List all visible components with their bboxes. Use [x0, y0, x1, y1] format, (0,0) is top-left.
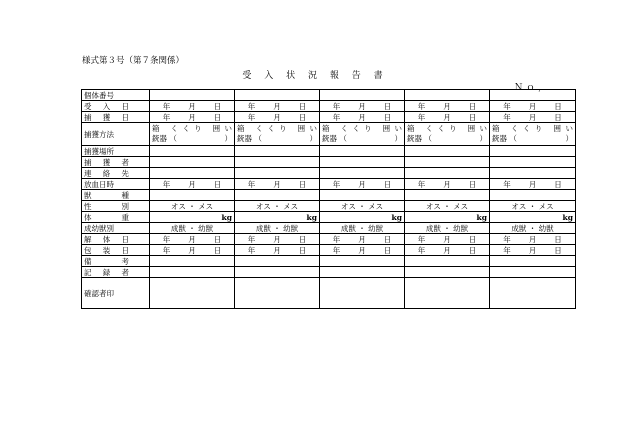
date-day-label: 日: [383, 179, 392, 189]
cell-captured-5[interactable]: [490, 112, 576, 123]
cell-species-5[interactable]: [490, 190, 576, 201]
cell-bleeding-2[interactable]: [235, 179, 320, 190]
cell-sex-3[interactable]: [320, 201, 405, 212]
cell-place-3[interactable]: [320, 146, 405, 157]
cell-sex-2[interactable]: [235, 201, 320, 212]
cell-dismantle-5[interactable]: [490, 234, 576, 245]
cell-sex-5[interactable]: [490, 201, 576, 212]
date-year-label: 年: [332, 101, 341, 111]
date-year-label: 年: [162, 179, 171, 189]
method-gun-line: [152, 134, 232, 144]
date-month-label: 月: [188, 112, 196, 122]
cell-capturer-3[interactable]: [320, 157, 405, 168]
cell-remarks-4[interactable]: [405, 256, 490, 267]
cell-contact-2[interactable]: [235, 168, 320, 179]
cell-confirm-1[interactable]: [150, 278, 235, 309]
method-gun-label: 銃器 （: [407, 134, 432, 143]
sex-options: オス ・ メス: [340, 201, 384, 211]
row-label-packed: 包装日: [82, 245, 150, 256]
date-day-label: 日: [383, 101, 392, 111]
method-gun-close: ）: [309, 134, 317, 143]
date-month-label: 月: [273, 101, 281, 111]
cell-age-4[interactable]: [405, 223, 490, 234]
method-options: 箱 くくり 囲い: [237, 124, 317, 133]
cell-dismantle-1[interactable]: [150, 234, 235, 245]
method-gun-label: 銃器 （: [492, 134, 517, 143]
date-year-label: 年: [247, 179, 256, 189]
date-day-label: 日: [554, 101, 562, 111]
date-month-label: 月: [443, 234, 451, 244]
row-label-received: 受入日: [82, 101, 150, 112]
cell-sex-4[interactable]: [405, 201, 490, 212]
method-gun-line: [237, 134, 317, 144]
cell-remarks-5[interactable]: [490, 256, 576, 267]
cell-packed-4[interactable]: [405, 245, 490, 256]
row-label-age: 成幼獣別: [82, 223, 150, 234]
date-day-label: 日: [298, 245, 307, 255]
date-month-label: 月: [528, 179, 537, 189]
row-label-contact: 連絡先: [82, 168, 150, 179]
method-options: 箱 くくり 囲い: [407, 124, 487, 133]
table-row-weight: [82, 212, 576, 223]
report-table: [81, 89, 576, 309]
cell-dismantle-2[interactable]: [235, 234, 320, 245]
cell-recorder-1[interactable]: [150, 267, 235, 278]
date-month-label: 月: [273, 234, 281, 244]
cell-captured-4[interactable]: [405, 112, 490, 123]
date-year-label: 年: [417, 179, 426, 189]
method-options: 箱 くくり 囲い: [322, 124, 402, 133]
cell-captured-2[interactable]: [235, 112, 320, 123]
table-row-method: [82, 123, 576, 146]
table-row-received: [82, 101, 576, 112]
cell-received-2[interactable]: [235, 101, 320, 112]
cell-recorder-3[interactable]: [320, 267, 405, 278]
cell-confirm-4[interactable]: [405, 278, 490, 309]
cell-weight-5[interactable]: [490, 212, 576, 223]
date-day-label: 日: [298, 179, 307, 189]
age-options: 成獣 ・ 幼獣: [425, 223, 469, 233]
date-day-label: 日: [383, 245, 392, 255]
row-label-recorder: 記録者: [82, 267, 150, 278]
table-row-id: [82, 90, 576, 101]
cell-age-5[interactable]: [490, 223, 576, 234]
age-options: 成獣 ・ 幼獣: [340, 223, 384, 233]
date-month-label: 月: [358, 234, 366, 244]
cell-weight-3[interactable]: [320, 212, 405, 223]
date-year-label: 年: [247, 112, 256, 122]
cell-packed-5[interactable]: [490, 245, 576, 256]
date-year-label: 年: [417, 234, 426, 244]
cell-recorder-2[interactable]: [235, 267, 320, 278]
cell-capturer-2[interactable]: [235, 157, 320, 168]
date-year-label: 年: [247, 101, 256, 111]
cell-age-3[interactable]: [320, 223, 405, 234]
date-year-label: 年: [332, 112, 341, 122]
date-day-label: 日: [213, 179, 222, 189]
cell-confirm-2[interactable]: [235, 278, 320, 309]
weight-unit: kg: [391, 212, 402, 222]
cell-received-3[interactable]: [320, 101, 405, 112]
cell-received-5[interactable]: [490, 101, 576, 112]
date-month-label: 月: [188, 101, 196, 111]
method-gun-close: ）: [394, 134, 402, 143]
cell-capturer-4[interactable]: [405, 157, 490, 168]
cell-bleeding-5[interactable]: [490, 179, 576, 190]
cell-packed-3[interactable]: [320, 245, 405, 256]
cell-sex-1[interactable]: [150, 201, 235, 212]
cell-packed-2[interactable]: [235, 245, 320, 256]
row-label-dismantle: 解体日: [82, 234, 150, 245]
cell-bleeding-3[interactable]: [320, 179, 405, 190]
date-month-label: 月: [273, 245, 281, 255]
table-row-sex: [82, 201, 576, 212]
cell-age-1[interactable]: [150, 223, 235, 234]
date-year-label: 年: [503, 112, 511, 122]
date-day-label: 日: [383, 112, 392, 122]
date-year-label: 年: [332, 245, 341, 255]
cell-place-1[interactable]: [150, 146, 235, 157]
row-label-confirm: 確認者印: [82, 278, 150, 309]
date-day-label: 日: [554, 112, 562, 122]
date-year-label: 年: [417, 245, 426, 255]
date-day-label: 日: [383, 234, 392, 244]
cell-method-4[interactable]: [405, 123, 490, 146]
date-day-label: 日: [213, 101, 222, 111]
page-title: 受 入 状 況 報 告 書: [242, 71, 388, 81]
method-options: 箱 くくり 囲い: [152, 124, 232, 133]
row-label-id: 個体番号: [82, 90, 150, 101]
date-month-label: 月: [528, 234, 537, 244]
cell-place-2[interactable]: [235, 146, 320, 157]
date-day-label: 日: [298, 112, 307, 122]
date-month-label: 月: [273, 112, 281, 122]
cell-id-5[interactable]: [490, 90, 576, 101]
table-row-age: [82, 223, 576, 234]
sex-options: オス ・ メス: [425, 201, 469, 211]
date-year-label: 年: [503, 245, 511, 255]
sex-options: オス ・ メス: [170, 201, 214, 211]
cell-captured-3[interactable]: [320, 112, 405, 123]
row-label-place: 捕獲場所: [82, 146, 150, 157]
table-row-recorder: [82, 267, 576, 278]
age-options: 成獣 ・ 幼獣: [511, 223, 554, 233]
weight-unit: kg: [476, 212, 487, 222]
cell-method-1[interactable]: [150, 123, 235, 146]
date-month-label: 月: [188, 245, 196, 255]
table-row-remarks: [82, 256, 576, 267]
cell-method-3[interactable]: [320, 123, 405, 146]
date-year-label: 年: [247, 245, 256, 255]
cell-id-4[interactable]: [405, 90, 490, 101]
date-month-label: 月: [188, 234, 196, 244]
date-year-label: 年: [162, 234, 171, 244]
date-year-label: 年: [332, 179, 341, 189]
row-label-weight: 体 重: [82, 212, 150, 223]
date-month-label: 月: [528, 101, 537, 111]
date-year-label: 年: [503, 234, 511, 244]
method-gun-line: [492, 134, 573, 144]
date-month-label: 月: [358, 112, 366, 122]
date-year-label: 年: [417, 101, 426, 111]
cell-place-5[interactable]: [490, 146, 576, 157]
date-month-label: 月: [358, 179, 366, 189]
cell-contact-1[interactable]: [150, 168, 235, 179]
method-gun-line: [322, 134, 402, 144]
date-day-label: 日: [554, 179, 562, 189]
cell-capturer-5[interactable]: [490, 157, 576, 168]
method-gun-label: 銃器 （: [237, 134, 262, 143]
cell-id-2[interactable]: [235, 90, 320, 101]
date-day-label: 日: [468, 179, 477, 189]
age-options: 成獣 ・ 幼獣: [255, 223, 299, 233]
table-row-species: [82, 190, 576, 201]
date-year-label: 年: [503, 101, 511, 111]
date-month-label: 月: [443, 101, 451, 111]
table-row-bleeding: [82, 179, 576, 190]
form-number: 様式第３号（第７条関係）: [82, 56, 185, 66]
method-gun-close: ）: [565, 134, 573, 143]
date-day-label: 日: [554, 245, 562, 255]
cell-dismantle-4[interactable]: [405, 234, 490, 245]
method-gun-label: 銃器 （: [322, 134, 347, 143]
table-row-place: [82, 146, 576, 157]
date-month-label: 月: [528, 245, 537, 255]
date-month-label: 月: [358, 101, 366, 111]
date-month-label: 月: [443, 112, 451, 122]
cell-remarks-1[interactable]: [150, 256, 235, 267]
cell-id-3[interactable]: [320, 90, 405, 101]
cell-weight-4[interactable]: [405, 212, 490, 223]
date-year-label: 年: [162, 101, 171, 111]
cell-contact-3[interactable]: [320, 168, 405, 179]
date-day-label: 日: [213, 245, 222, 255]
cell-age-2[interactable]: [235, 223, 320, 234]
method-options: 箱 くくり 囲い: [492, 124, 573, 133]
cell-weight-2[interactable]: [235, 212, 320, 223]
row-label-remarks: 備 考: [82, 256, 150, 267]
date-month-label: 月: [188, 179, 196, 189]
date-day-label: 日: [298, 234, 307, 244]
cell-species-1[interactable]: [150, 190, 235, 201]
cell-recorder-5[interactable]: [490, 267, 576, 278]
cell-received-4[interactable]: [405, 101, 490, 112]
date-day-label: 日: [298, 101, 307, 111]
method-gun-line: [407, 134, 487, 144]
table-row-capturer: [82, 157, 576, 168]
cell-id-1[interactable]: [150, 90, 235, 101]
table-row-packed: [82, 245, 576, 256]
table-row-captured: [82, 112, 576, 123]
row-label-species: 獣 種: [82, 190, 150, 201]
cell-confirm-5[interactable]: [490, 278, 576, 309]
cell-method-5[interactable]: [490, 123, 576, 146]
row-label-captured: 捕獲日: [82, 112, 150, 123]
date-year-label: 年: [247, 234, 256, 244]
date-year-label: 年: [417, 112, 426, 122]
cell-species-4[interactable]: [405, 190, 490, 201]
row-label-sex: 性 別: [82, 201, 150, 212]
number-label: Ｎｏ，: [514, 83, 551, 93]
method-gun-close: ）: [479, 134, 487, 143]
table-row-contact: [82, 168, 576, 179]
cell-place-4[interactable]: [405, 146, 490, 157]
date-month-label: 月: [273, 179, 281, 189]
date-day-label: 日: [468, 112, 477, 122]
row-label-bleeding: 放血日時: [82, 179, 150, 190]
date-day-label: 日: [468, 234, 477, 244]
row-label-method: 捕獲方法: [82, 123, 150, 146]
date-year-label: 年: [503, 179, 511, 189]
date-month-label: 月: [528, 112, 537, 122]
date-year-label: 年: [162, 112, 171, 122]
table-row-confirm: [82, 278, 576, 309]
date-month-label: 月: [358, 245, 366, 255]
weight-unit: kg: [306, 212, 317, 222]
cell-species-3[interactable]: [320, 190, 405, 201]
age-options: 成獣 ・ 幼獣: [170, 223, 214, 233]
cell-dismantle-3[interactable]: [320, 234, 405, 245]
cell-remarks-2[interactable]: [235, 256, 320, 267]
sex-options: オス ・ メス: [255, 201, 299, 211]
date-year-label: 年: [162, 245, 171, 255]
cell-packed-1[interactable]: [150, 245, 235, 256]
cell-bleeding-4[interactable]: [405, 179, 490, 190]
cell-confirm-3[interactable]: [320, 278, 405, 309]
date-month-label: 月: [443, 245, 451, 255]
table-row-dismantle: [82, 234, 576, 245]
date-day-label: 日: [468, 101, 477, 111]
cell-method-2[interactable]: [235, 123, 320, 146]
cell-recorder-4[interactable]: [405, 267, 490, 278]
date-year-label: 年: [332, 234, 341, 244]
date-day-label: 日: [468, 245, 477, 255]
date-month-label: 月: [443, 179, 451, 189]
cell-received-1[interactable]: [150, 101, 235, 112]
cell-weight-1[interactable]: [150, 212, 235, 223]
cell-remarks-3[interactable]: [320, 256, 405, 267]
weight-unit: kg: [562, 212, 573, 222]
cell-contact-5[interactable]: [490, 168, 576, 179]
cell-captured-1[interactable]: [150, 112, 235, 123]
method-gun-label: 銃器 （: [152, 134, 177, 143]
cell-contact-4[interactable]: [405, 168, 490, 179]
method-gun-close: ）: [224, 134, 232, 143]
row-label-capturer: 捕獲者: [82, 157, 150, 168]
cell-bleeding-1[interactable]: [150, 179, 235, 190]
cell-capturer-1[interactable]: [150, 157, 235, 168]
date-day-label: 日: [213, 112, 222, 122]
weight-unit: kg: [221, 212, 232, 222]
cell-species-2[interactable]: [235, 190, 320, 201]
sex-options: オス ・ メス: [511, 201, 554, 211]
date-day-label: 日: [213, 234, 222, 244]
date-day-label: 日: [554, 234, 562, 244]
